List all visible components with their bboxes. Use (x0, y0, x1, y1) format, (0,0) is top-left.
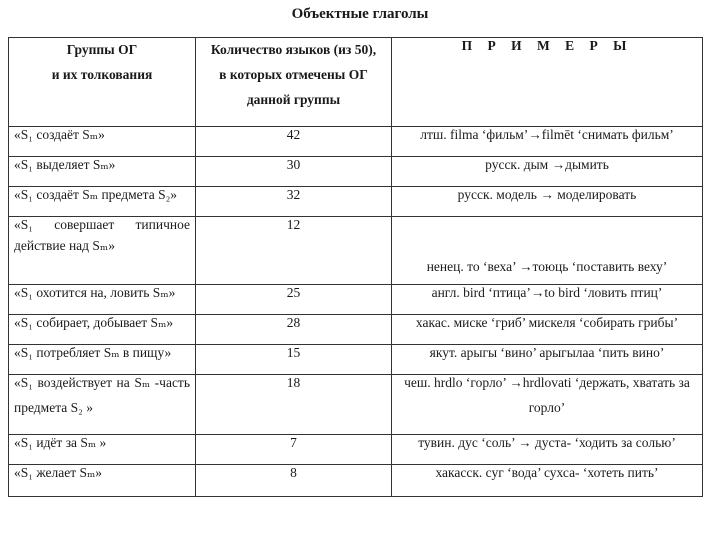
header-count-line2: в которых отмечены ОГ (219, 66, 368, 82)
table-row (9, 375, 703, 435)
table-row (9, 157, 703, 187)
group-cell-line2: предмета S₂ » (14, 399, 93, 415)
count-cell: 12 (196, 217, 392, 285)
example-cell: хакас. миске ‘гриб’ мискеля ‘собирать грибы’ (392, 315, 703, 345)
group-cell: «S₁ охотится на, ловить Sₘ» (9, 285, 196, 315)
example-cell: лтш. filma ‘фильм’→filmēt ‘снимать фильм’ (392, 127, 703, 157)
table-row (9, 315, 703, 345)
count-cell: 42 (196, 127, 392, 157)
example-cell-line1: чеш. hrdlo ‘горло’ →hrdlovati ‘держать, хватать за (404, 375, 690, 390)
example-cell (392, 375, 703, 435)
header-groups-line1: Группы ОГ (66, 42, 138, 57)
group-cell: «S₁ создаёт Sₘ» (9, 127, 196, 157)
example-cell-line2: горло’ (528, 399, 566, 415)
header-examples: П Р И М Е Р Ы (392, 38, 703, 127)
group-cell: «S₁ собирает, добывает Sₘ» (9, 315, 196, 345)
example-cell: хакасск. суг ‘вода’ сухса- ‘хотеть пить’ (392, 465, 703, 497)
example-cell: тувин. дус ‘соль’ → дуста- ‘ходить за солью’ (392, 435, 703, 465)
header-groups-line2: и их толкования (51, 66, 153, 82)
page-title: Объектные глаголы (291, 6, 429, 22)
example-cell: русск. дым →дымить (392, 157, 703, 187)
count-cell: 32 (196, 187, 392, 217)
count-cell: 18 (196, 375, 392, 435)
header-groups (9, 38, 196, 127)
example-cell: якут. арыгы ‘вино’ арыгылаа ‘пить вино’ (392, 345, 703, 375)
table-header-row (9, 38, 703, 127)
count-cell: 7 (196, 435, 392, 465)
example-cell: ненец. то ‘веха’ →тоюць ‘поставить веху’ (392, 217, 703, 285)
group-cell-line1: «S₁ совершает типичное (14, 217, 190, 232)
group-cell: «S₁ желает Sₘ» (9, 465, 196, 497)
group-cell (9, 217, 196, 285)
verb-groups-table (8, 37, 703, 497)
table-row (9, 435, 703, 465)
group-cell: «S₁ идёт за Sₘ » (9, 435, 196, 465)
example-cell: русск. модель → моделировать (392, 187, 703, 217)
group-cell-line1: «S₁ воздействует на Sₘ -часть (14, 375, 190, 390)
table-row (9, 217, 703, 285)
count-cell: 30 (196, 157, 392, 187)
header-count-line3: данной группы (246, 91, 341, 107)
header-count-line1: Количество языков (из 50), (210, 42, 377, 57)
table-row (9, 465, 703, 497)
group-cell: «S₁ потребляет Sₘ в пищу» (9, 345, 196, 375)
table-row (9, 127, 703, 157)
table-row (9, 285, 703, 315)
count-cell: 25 (196, 285, 392, 315)
group-cell: «S₁ создаёт Sₘ предмета S₂» (9, 187, 196, 217)
group-cell: «S₁ выделяет Sₘ» (9, 157, 196, 187)
table-row (9, 345, 703, 375)
count-cell: 15 (196, 345, 392, 375)
example-cell: англ. bird ‘птица’→to bird ‘ловить птиц’ (392, 285, 703, 315)
count-cell: 28 (196, 315, 392, 345)
header-count (196, 38, 392, 127)
group-cell (9, 375, 196, 435)
table-row (9, 187, 703, 217)
count-cell: 8 (196, 465, 392, 497)
group-cell-line2: действие над Sₘ» (14, 237, 115, 253)
